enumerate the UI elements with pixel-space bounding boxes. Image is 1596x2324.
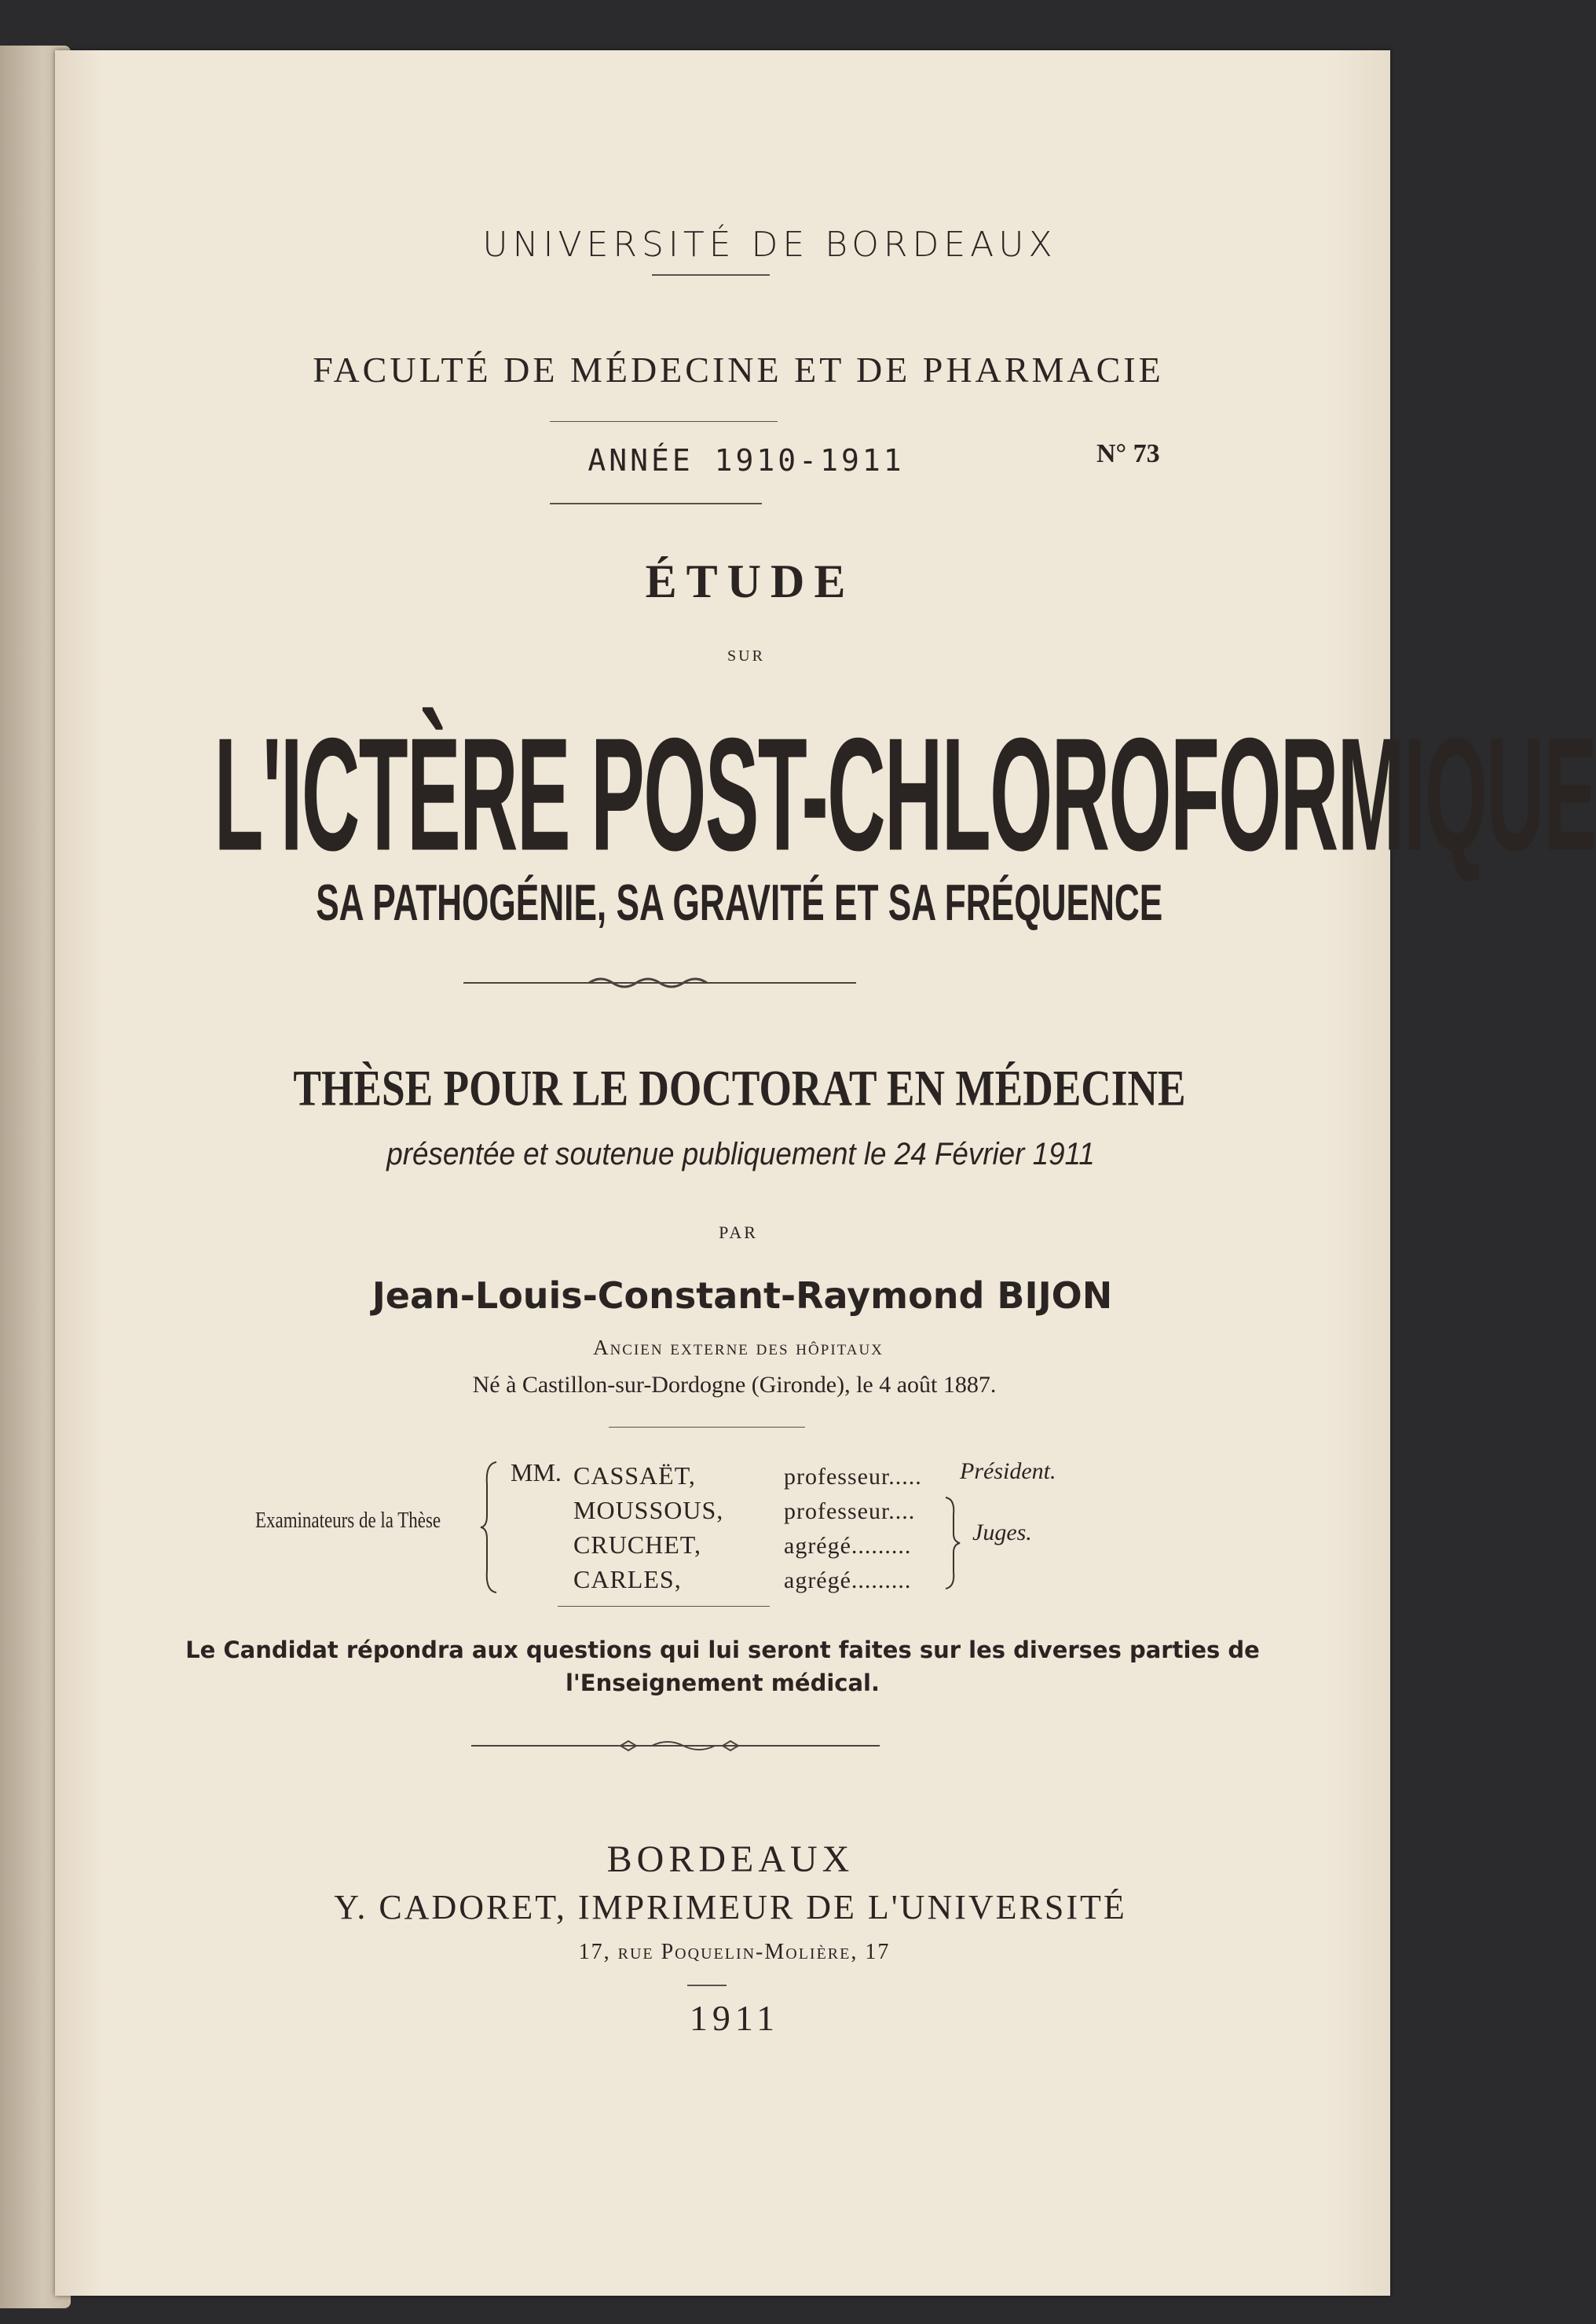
main-title: L'ICTÈRE POST-CHLOROFORMIQUE: [214, 705, 1596, 884]
examiner-name: MOUSSOUS,: [573, 1496, 724, 1524]
president-label: Président.: [960, 1458, 1056, 1484]
presentation-date: présentée et soutenue publiquement le 24 Février 1911: [386, 1137, 1095, 1171]
left-brace: [479, 1461, 503, 1594]
examiner-role: agrégé.........: [784, 1567, 912, 1593]
academic-year: ANNÉE 1910-1911: [588, 443, 905, 478]
examiner-names: [573, 1458, 723, 1596]
ornament-divider: [463, 973, 856, 992]
examiner-name: CASSAËT,: [573, 1461, 696, 1490]
thesis-number: N° 73: [1096, 439, 1160, 468]
divider: [558, 1606, 770, 1607]
juges-label: Juges.: [972, 1519, 1032, 1545]
sur-label: SUR: [727, 647, 765, 665]
divider: [687, 1985, 727, 1986]
university-name: UNIVERSITÉ DE BORDEAUX: [482, 225, 1057, 265]
ornament-divider: [471, 1738, 880, 1754]
imprint-address: 17, rue Poquelin-Molière, 17: [578, 1940, 891, 1964]
examiner-role: professeur....: [784, 1498, 916, 1524]
etude-heading: ÉTUDE: [645, 555, 855, 607]
divider: [550, 421, 778, 422]
divider: [652, 274, 770, 276]
title-page: [55, 50, 1596, 2296]
author-title: Ancien externe des hôpitaux: [593, 1336, 884, 1359]
candidate-notice: Le Candidat répondra aux questions qui lui seront faites sur les diverses parties de l'Enseignement médical.: [185, 1637, 1260, 1696]
examiner-name: CARLES,: [573, 1565, 682, 1593]
subtitle: SA PATHOGÉNIE, SA GRAVITÉ ET SA FRÉQUENCE: [316, 874, 1163, 932]
par-label: PAR: [719, 1222, 758, 1242]
examiners-label: Examinateurs de la Thèse: [255, 1508, 441, 1533]
examiner-role: agrégé.........: [784, 1533, 912, 1559]
divider: [550, 503, 762, 504]
examiner-roles: [784, 1460, 922, 1598]
mm-prefix: MM.: [511, 1458, 562, 1486]
imprint-printer: Y. CADORET, IMPRIMEUR DE L'UNIVERSITÉ: [334, 1888, 1127, 1926]
examiner-name: CRUCHET,: [573, 1530, 701, 1559]
thesis-heading: THÈSE POUR LE DOCTORAT EN MÉDECINE: [293, 1061, 1186, 1117]
author-name: Jean-Louis-Constant-Raymond BIJON: [372, 1274, 1113, 1317]
examiner-role: professeur.....: [784, 1464, 922, 1490]
author-birth: Né à Castillon-sur-Dordogne (Gironde), le 4 août 1887.: [472, 1372, 997, 1398]
faculty-name: FACULTÉ DE MÉDECINE ET DE PHARMACIE: [313, 350, 1164, 390]
divider: [609, 1427, 805, 1428]
imprint-year: 1911: [689, 1998, 780, 2038]
right-brace: [943, 1496, 963, 1590]
imprint-city: BORDEAUX: [606, 1838, 855, 1880]
